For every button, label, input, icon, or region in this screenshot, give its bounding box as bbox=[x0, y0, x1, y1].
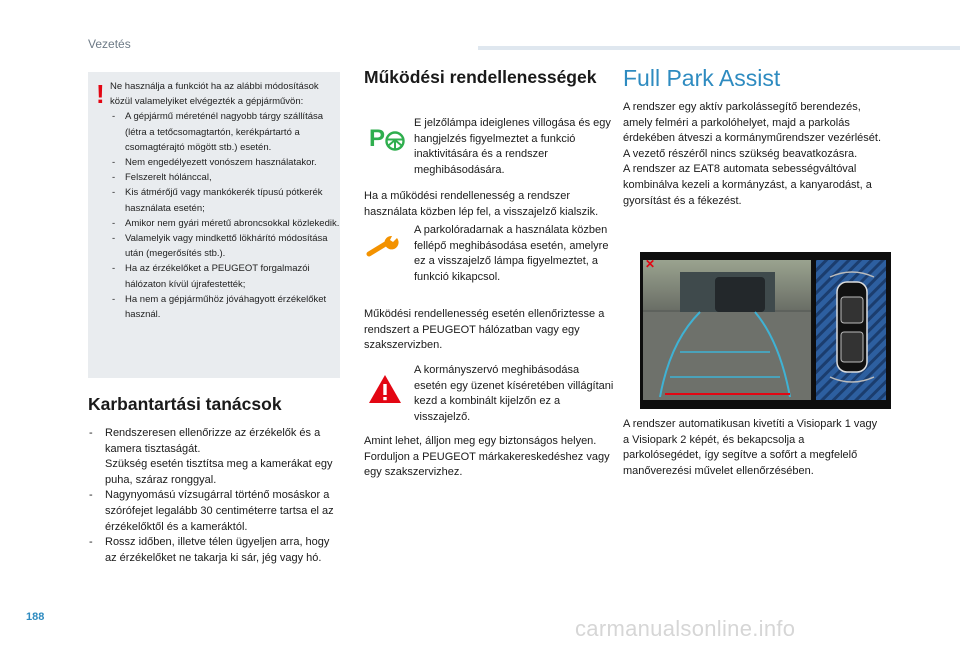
malfunction-paragraph-3: Amint lehet, álljon meg egy biztonságos helyen. Forduljon a PEUGEOT márkakereskedéshez vagy egy szakszervizhez. bbox=[364, 435, 610, 479]
malfunction-paragraph-2: Működési rendellenesség esetén ellenőriztesse a rendszert a PEUGEOT hálózatban vagy egy szakszervizben. bbox=[364, 308, 605, 352]
warning-text bbox=[110, 79, 340, 322]
malfunctions-heading: Működési rendellenességek bbox=[364, 67, 597, 87]
list-item: - Rossz időben, illetve télen ügyeljen arra, hogy az érzékelőket ne takarja ki sár, jég vagy hó. bbox=[88, 535, 343, 566]
maintenance-heading: Karbantartási tanácsok bbox=[88, 394, 282, 414]
list-item: - Felszerelt hólánccal, bbox=[110, 170, 340, 185]
maintenance-list bbox=[88, 426, 343, 566]
list-item: - Valamelyik vagy mindkettő lökhárító módosítása után (megerősítés stb.). bbox=[110, 231, 340, 261]
list-item: - Amikor nem gyári méretű abroncsokkal közlekedik. bbox=[110, 216, 340, 231]
warning-list bbox=[110, 109, 340, 322]
list-item: - A gépjármű méreténél nagyobb tárgy szállítása (létra a tetőcsomagtartón, kerékpártartó a csomagtérajtó mögött stb.) esetén. bbox=[110, 109, 340, 155]
warning-exclamation-icon: ! bbox=[96, 79, 105, 109]
list-item: - Nagynyomású vízsugárral történő mosáskor a szórófejet legalább 30 centiméterre tartsa el az érzékelőktől és a kameráktól. bbox=[88, 488, 343, 535]
list-item: - Ha nem a gépjárműhöz jóváhagyott érzékelőket használ. bbox=[110, 292, 340, 322]
wrench-description: A parkolóradarnak a használata közben fellépő meghibásodása esetén, amelyre ez a visszajelző lámpa figyelmeztet, a funkció kikapcsol. bbox=[414, 224, 609, 283]
svg-text:P: P bbox=[369, 125, 386, 152]
park-assist-indicator-icon bbox=[369, 124, 405, 152]
page-number: 188 bbox=[26, 611, 45, 623]
list-item: - Rendszeresen ellenőrizze az érzékelők és a kamera tisztaságát. Szükség esetén tisztítsa meg a kamerákat egy puha, száraz ronggyal. bbox=[88, 426, 343, 488]
watermark: carmanualsonline.info bbox=[575, 616, 796, 641]
full-park-assist-paragraph-2: A rendszer automatikusan kivetíti a Visiopark 1 vagy a Visiopark 2 képét, és bekapcsolja a parkolósegédet, így segítve a sofőrt a megfelelő manőverezési művelet ellenőrzésében. bbox=[623, 418, 878, 477]
warning-intro: Ne használja a funkciót ha az alábbi módosítások közül valamelyiket elvégezték a gépjárművön: bbox=[110, 81, 319, 108]
list-item: - Nem engedélyezett vonószem használatakor. bbox=[110, 155, 340, 170]
park-indicator-description: E jelzőlámpa ideiglenes villogása és egy hangjelzés figyelmeztet a funkció inaktivitására és a rendszer meghibásodására. bbox=[414, 117, 611, 176]
section-label: Vezetés bbox=[88, 37, 131, 51]
header-divider bbox=[478, 46, 960, 50]
malfunction-paragraph-1: Ha a működési rendellenesség a rendszer használata közben lép fel, a visszajelző kialszik. bbox=[364, 190, 599, 218]
full-park-assist-paragraph-1: A rendszer egy aktív parkolássegítő berendezés, amely felméri a parkolóhelyet, majd a parkolás érdekében átveszi a kormányműrendszer vezérlését. A vezető részéről nincs szükség beavatkozásra. A rendszer az EAT8 automata sebességváltóval kombinálva kezeli a kormányzást, a kanyarodást, a gyorsítást és a fékezést. bbox=[623, 101, 882, 207]
list-item: - Ha az érzékelőket a PEUGEOT forgalmazói hálózaton kívül újrafestették; bbox=[110, 261, 340, 291]
list-item: - Kis átmérőjű vagy mankókerék típusú pótkerék használata esetén; bbox=[110, 185, 340, 215]
wrench-icon bbox=[365, 234, 405, 258]
rear-camera-display bbox=[640, 252, 891, 409]
alert-description: A kormányszervó meghibásodása esetén egy üzenet kíséretében villágítani kezd a kombinált kijelzőn ez a visszajelző. bbox=[414, 364, 614, 423]
camera-view-illustration bbox=[640, 252, 891, 409]
full-park-assist-heading: Full Park Assist bbox=[623, 65, 781, 91]
close-icon: ✕ bbox=[645, 257, 656, 271]
alert-triangle-icon bbox=[368, 374, 402, 404]
